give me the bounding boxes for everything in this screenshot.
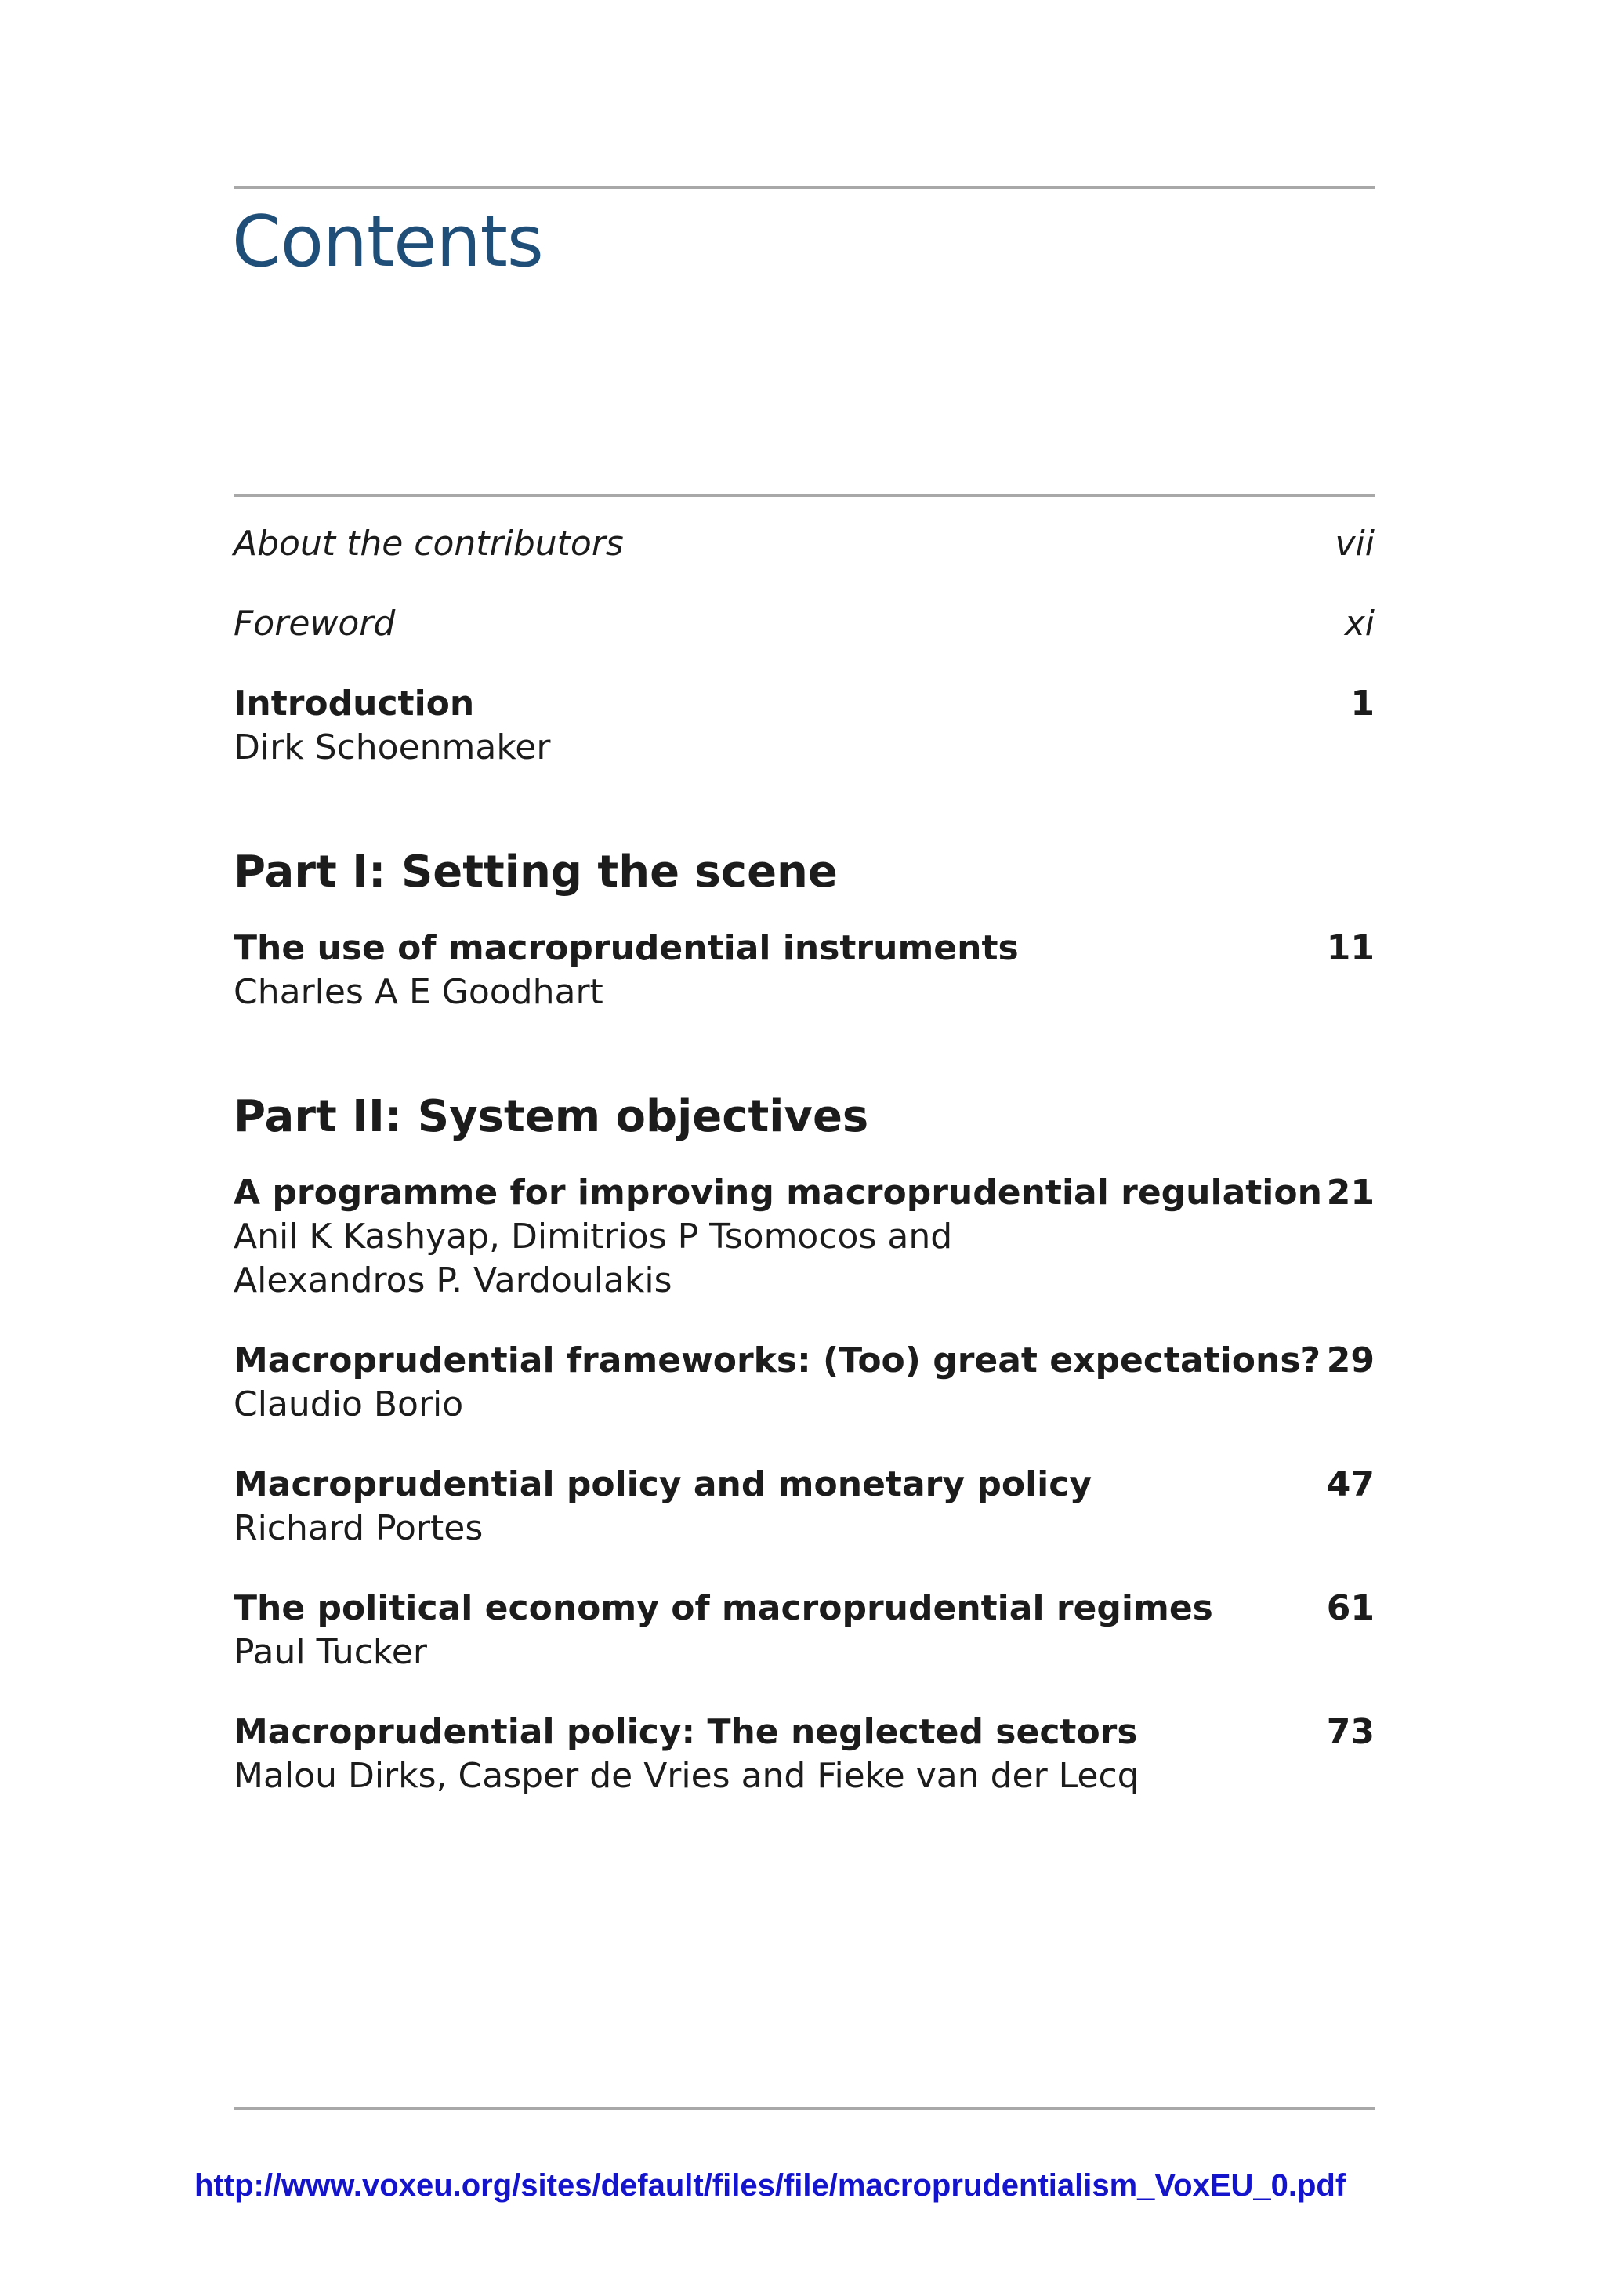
toc-entry[interactable] — [234, 1710, 1375, 1798]
part-heading: Part II: System objectives — [234, 1091, 869, 1142]
toc-entry[interactable] — [234, 1463, 1375, 1551]
page-title: Contents — [232, 201, 543, 283]
toc-entry-title: Introduction — [234, 684, 475, 724]
toc-entry-title: Macroprudential policy: The neglected sectors — [234, 1712, 1138, 1752]
toc-entry-title: A programme for improving macroprudential regulation — [234, 1173, 1322, 1213]
toc-entry-page: vii — [1335, 524, 1375, 564]
top-divider — [234, 186, 1375, 189]
toc-entry-foreword[interactable] — [234, 602, 1375, 646]
toc-entry[interactable] — [234, 1587, 1375, 1674]
toc-entry-authors: Paul Tucker — [234, 1632, 427, 1672]
toc-entry-page: 47 — [1326, 1464, 1375, 1504]
source-url-link[interactable]: http://www.voxeu.org/sites/default/files/file/macroprudentialism_VoxEU_0.pdf — [194, 2168, 1346, 2203]
toc-entry-page: 21 — [1326, 1173, 1375, 1213]
toc-entry-authors: Anil K Kashyap, Dimitrios P Tsomocos and — [234, 1217, 953, 1257]
toc-entry-page: 1 — [1350, 684, 1375, 724]
toc-entry-introduction[interactable] — [234, 682, 1375, 770]
toc-entry-page: 11 — [1326, 928, 1375, 968]
toc-entry-authors: Richard Portes — [234, 1508, 484, 1548]
toc-entry-authors: Claudio Borio — [234, 1384, 464, 1424]
toc-entry-about-contributors[interactable] — [234, 522, 1375, 566]
toc-entry-page: xi — [1344, 604, 1375, 644]
toc-entry-authors: Dirk Schoenmaker — [234, 727, 551, 767]
toc-entry-page: 29 — [1326, 1340, 1375, 1380]
toc-entry-authors: Malou Dirks, Casper de Vries and Fieke van der Lecq — [234, 1756, 1139, 1796]
toc-entry-title: Macroprudential frameworks: (Too) great expectations? — [234, 1340, 1321, 1380]
toc-entry-title: About the contributors — [234, 524, 624, 564]
part-heading: Part I: Setting the scene — [234, 847, 838, 898]
contents-divider — [234, 494, 1375, 497]
toc-entry-page: 73 — [1326, 1712, 1375, 1752]
toc-entry-title: The political economy of macroprudential regimes — [234, 1588, 1213, 1628]
toc-entry[interactable] — [234, 927, 1375, 1014]
toc-entry-page: 61 — [1326, 1588, 1375, 1628]
toc-entry-title: The use of macroprudential instruments — [234, 928, 1019, 968]
toc-entry-authors: Charles A E Goodhart — [234, 972, 603, 1012]
toc-entry-title: Macroprudential policy and monetary policy — [234, 1464, 1092, 1504]
toc-entry-title: Foreword — [234, 604, 396, 644]
bottom-divider — [234, 2107, 1375, 2110]
toc-entry[interactable] — [234, 1171, 1375, 1303]
table-of-contents — [234, 522, 1375, 1798]
toc-entry[interactable] — [234, 1339, 1375, 1427]
toc-entry-authors: Alexandros P. Vardoulakis — [234, 1260, 672, 1300]
